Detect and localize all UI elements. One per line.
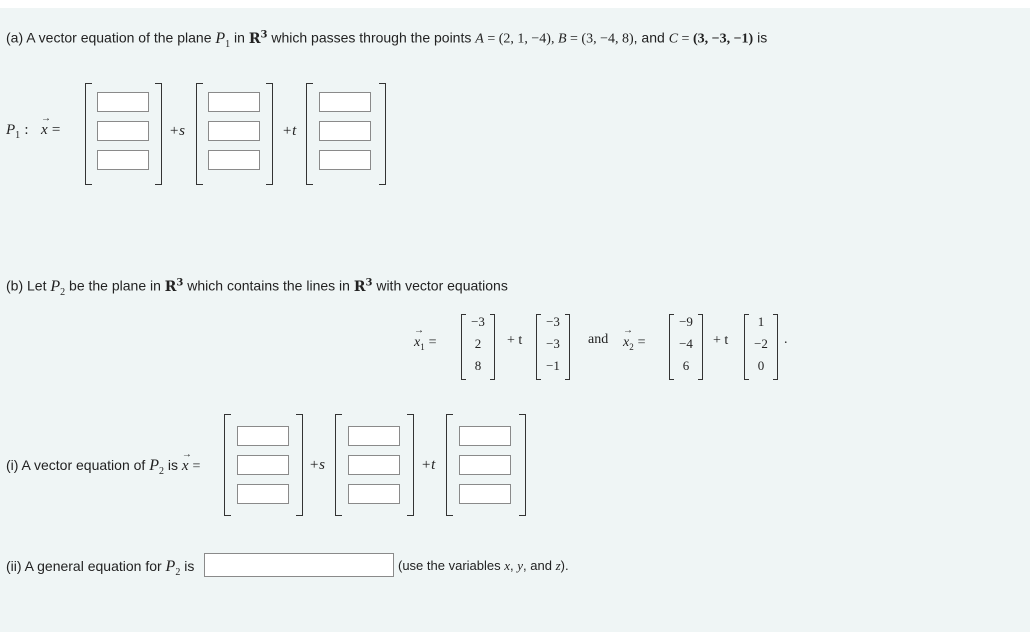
general-equation-field[interactable]	[204, 553, 394, 577]
p1-dir2-z-field[interactable]	[319, 150, 371, 170]
plus-s-label: +s	[169, 123, 185, 139]
variables-hint: (use the variables x, y, and z).	[398, 558, 569, 573]
point-b: (3, −4, 8)	[581, 31, 634, 47]
line1-plus-t: + t	[507, 333, 523, 348]
line1-dir-y: −3	[546, 336, 560, 351]
p2-point-x-field[interactable]	[237, 426, 289, 446]
plane-symbol: $P_1$	[215, 29, 231, 50]
p1-point-x-field[interactable]	[97, 92, 149, 112]
p1-direction-1-input	[196, 83, 273, 185]
line1-direction-vector	[536, 314, 570, 380]
p2-point-z-field[interactable]	[237, 484, 289, 504]
real-space-symbol: $R^3$	[248, 29, 268, 47]
p2-direction-2-input	[446, 414, 526, 516]
part-a-statement: (a) A vector equation of the plane $P_1$ in $R^3$ which passes through the points A = (2, 1, −4), B = (3, −4, 8), and C = (3, −3, −1) is	[6, 29, 768, 50]
vector-x: x →	[41, 113, 52, 138]
line2-plus-t: + t	[713, 333, 729, 348]
p2-plus-t-label: +t	[421, 457, 436, 473]
line2-dir-y: −2	[754, 336, 768, 351]
p1-dir1-z-field[interactable]	[208, 150, 260, 170]
p1-point-y-field[interactable]	[97, 121, 149, 141]
line1-point-x: −3	[471, 314, 485, 329]
sub-i-statement: (i) A vector equation of $P_2$ is x → =	[6, 449, 201, 478]
line2-point-y: −4	[679, 336, 693, 351]
line1-point-y: 2	[474, 336, 482, 351]
p1-dir2-x-field[interactable]	[319, 92, 371, 112]
line2-point-z: 6	[682, 358, 690, 373]
p1-point-vector-input	[85, 83, 162, 185]
p2-dir2-z-field[interactable]	[459, 484, 511, 504]
sub-ii-statement: (ii) A general equation for $P_2$ is	[6, 558, 195, 579]
line1-label: x → $_1$ =	[414, 325, 437, 352]
point-c: (3, −3, −1)	[692, 31, 754, 47]
top-strip	[0, 0, 1030, 8]
plane-p2-symbol: $P_2$	[50, 277, 66, 298]
p1-point-z-field[interactable]	[97, 150, 149, 170]
point-a: (2, 1, −4)	[498, 31, 551, 47]
line1-point-z: 8	[474, 358, 482, 373]
line1-dir-x: −3	[546, 314, 560, 329]
p1-dir2-y-field[interactable]	[319, 121, 371, 141]
p2-dir1-y-field[interactable]	[348, 455, 400, 475]
p2-dir1-x-field[interactable]	[348, 426, 400, 446]
line1-dir-z: −1	[546, 358, 560, 373]
part-a-intro: (a) A vector equation of the plane	[6, 29, 212, 46]
line1-point-vector	[461, 314, 495, 380]
p1-equation-label: $P_1$ : x → =	[6, 113, 61, 141]
line2-dir-z: 0	[757, 358, 765, 373]
plus-t-label: +t	[282, 123, 297, 139]
and-word: and	[588, 332, 609, 347]
p2-point-vector-input	[224, 414, 303, 516]
line2-dir-x: 1	[757, 314, 765, 329]
p2-plus-s-label: +s	[309, 457, 325, 473]
p1-dir1-x-field[interactable]	[208, 92, 260, 112]
p2-dir1-z-field[interactable]	[348, 484, 400, 504]
p1-direction-2-input	[306, 83, 386, 185]
p1-dir1-y-field[interactable]	[208, 121, 260, 141]
p2-point-y-field[interactable]	[237, 455, 289, 475]
line2-point-x: −9	[679, 314, 693, 329]
equation-period: .	[784, 332, 788, 347]
p2-dir2-x-field[interactable]	[459, 426, 511, 446]
p2-dir2-y-field[interactable]	[459, 455, 511, 475]
line2-label: x → $_2$ =	[623, 325, 646, 352]
line2-direction-vector	[744, 314, 778, 380]
line2-point-vector	[669, 314, 703, 380]
part-b-statement: (b) Let $P_2$ be the plane in $R^3$ which contains the lines in $R^3$ with vector equations	[6, 277, 508, 298]
p2-direction-1-input	[335, 414, 414, 516]
